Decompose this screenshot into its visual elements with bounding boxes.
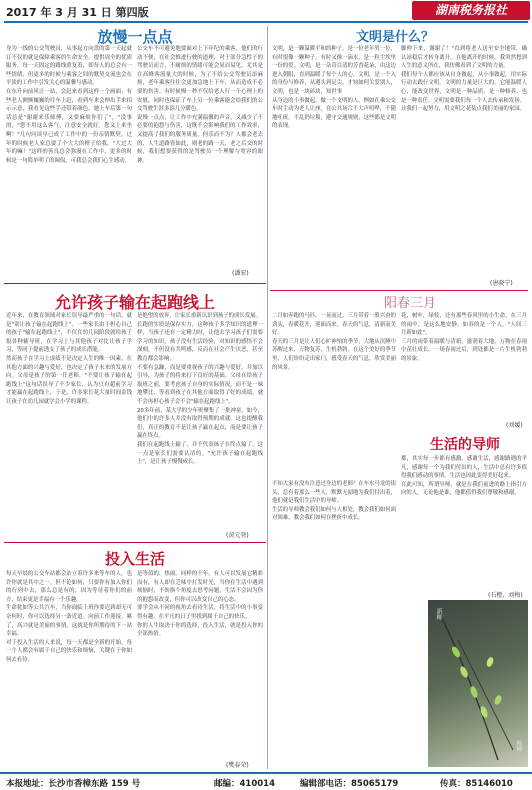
article-slow-down-author: (潘宏): [232, 270, 249, 277]
masthead-logo: 湖南税务报社: [412, 1, 530, 20]
article-title-civilization: 文明是什么？: [355, 30, 434, 45]
article-life-mentor-col1: 不知大家有没有注意过身边的老师？在车水马龙的街头，总有着那么一些人，默默无闻地为我们付出着，他们就是我们生活中的导师。 生活的导师教会我们如何与人相处，教会我们如何面对困难，教会我们如何在挫折中成长。: [272, 481, 396, 522]
section-rule: [4, 283, 266, 284]
article-embrace-life-col2: 是等值的、热闹。同样的十年，有人可以发展它精彩而有，有人却在乏味中打发时光，当你在生活中遇到烦恼时，不妨换个角度去思考问题，生活不会因为你的抱怨而改变，但你可以改变自己的心态。 要学会从不同的视角去看待生活，将生活中的小事变得有趣，在平凡的日子里找到属于自己的快乐。 你的人生取决于你的选择，投入生活，就是投入你的全部热情。: [137, 571, 263, 638]
footer-address: 本报地址：长沙市香樟东路 159 号: [6, 779, 141, 789]
article-title-slow-down: 放慢一点点: [97, 28, 173, 46]
article-civilization-author: (唐晓宁): [490, 280, 513, 287]
article-title-embrace-life: 投入生活: [104, 550, 165, 568]
page-number: 第四版: [115, 6, 149, 19]
willow-photo: [428, 600, 528, 767]
issue-date: [6, 4, 149, 20]
willow-branch-illustration: [428, 600, 528, 767]
article-march-spring-author: (刘媛): [506, 422, 523, 429]
article-march-spring-col1: 二月如奔跑的马匹，一晃而过。三月带着一股兴奋的劲头，春暖花开，迎面而来。春天的气息，清新而美好。 春天的三月是让人们心旷神怡的季节，大地从沉睡中苏醒过来，万物复苏，生机勃勃。在这个美好的季节里，人们纷纷走出家门，感受春天的气息，欣赏美丽的风景。: [272, 313, 396, 371]
footer-phone: 编辑部电话：85065179: [300, 779, 399, 789]
article-starting-line-author: (黄元登): [226, 532, 249, 539]
article-slow-down-col1: 身为一线的公交驾驶员，从事起方向盘的第一天起就订不仅的就是保障乘客的生命安全。提供周全的优质服务。每一天固定的路线重复着，即每人的总会有一些情绪，但更多的时候与乘客之间的默契交流也会在平淡的工作中引发关心的温馨与感动。 在东升向前风让一站，会赶来看到这样一个画面：有些老人颤颤巍巍的往车上赶，看到车来会伸出手来招示示意，我看见这些手还带着颜色，她上车后第一句话总是"谢谢来乐师傅，又要麻烦你们了"，"没事的，"您不用这么客气，注意安全就好。您又上来坐啊！"几句问谈早已成了工作中的一份亲情默契。过年的时候老人家总要了个大大的橙子给我，"大过大年的嘛！"这样的善良总会弥漫在工作中，更多的时候是一句简单明了的调侃，可我总会我们心生感动。: [6, 46, 132, 164]
article-civilization-col1: 文明，是一颗温暖平和的种子，是一位老年男一位，有时很像一颗种子，有时又像一滴水，是一粒尘埃里一份的爱。文明，是一杂奇目清的芳香花朵，由这边进入朝阳，直到温暖了每个人的心。文明，是一个入的身份与修养，从遵头到足尖，才知如何关爱别人，文明，也是一块砖块，知世事 从身边的小事做起，做一个文明的人。例如在乘公交车时主动为老人让座，在公共场合不大声喧哗，不随地吐痰，不乱扔垃圾，遵守交通规则，这些都是文明的表现。: [272, 46, 396, 130]
article-slow-down-col2: 公交车不可避免地要面对上下年纪的乘客，他们的行动不便，在社会推进行驶的道理，对于部分急性子的驾驶员而言，不耐烦的情绪可能会显而易见，尤其是在高峰客流量大的时候，为了不给公交驾驶员添麻烦，老年乘客往往会更加急地上下车，从而造成不必要的伤害。有时候慢一秒不仅给老人行一个心理上的安慰，同时也保证了车上另一位乘客能会给我们的公交驾驶生涯多添几分暖色。 说慢一点点，让工作中充满温馨的声音，又减少了不必要的抱怨与伤害，这既不会影响我们的工作效率，又提高了我们的服务质量。何乐而不为？人都会老去的，人生道路皆如此，则老的路一天，老之后交的时候，我们想要获得的是驾驶员一个理解与宽容的眼神。: [137, 46, 263, 164]
article-title-march-spring: 阳春三月: [383, 296, 436, 311]
article-march-spring-col2: 花，树叶，绿枝，还有那些春风里的小生命，在三月的雨中，是这么地安静，如春的是一个人，"人间三月新如此"。 三月的雨带着温暖与清新，滋润着大地，万物在春雨中茁壮成长。一场春雨过后，到处都是一片生机勃勃的景象。: [401, 313, 527, 362]
article-life-mentor-col2: 都，其实每一步都有感激。感谢生活，感谢路遇的平凡，感谢每一个为我们付出的人，生活中总有许多值得我们感动的事情，生活也因此变得美好起来。 在此可知，所谓导师，就是在我们前进的路上指引方向的人，无论他是谁，他都值得我们尊敬和感谢。: [401, 456, 527, 497]
article-title-starting-line: 允许孩子输在起跑线上: [54, 293, 215, 312]
section-rule: [4, 542, 266, 543]
article-civilization-col2: 脚伸下来，谢谢了！"直到将老人送至安全地带，确认站稳后才转身离开。在他离开的时候，我突然想到人生的意义所在，我仿佛看到了文明的力量。 我们每个人都应该从自身做起，从小事做起，用实际行动去践行文明。文明的力量是巨大的，它能温暖人心，能改变世界，文明是一种品质，是一种修养，也是一种责任。文明需要我们每一个人去传承和发扬。 让我们一起努力，用文明之花装点我们美丽的家园。: [401, 46, 527, 113]
footer-postcode: 邮编：410014: [214, 779, 275, 789]
page-footer: [0, 772, 532, 790]
photo-caption-right: 杨柳: [515, 740, 522, 752]
section-rule: [270, 290, 528, 291]
date-text: 2017 年 3 月 31 日: [6, 6, 112, 19]
article-embrace-life-col1: 每天早晨的公交车站都会站立着许多来等车的人，也许你就是其中之一。但不论如何，只要你有加入你们的行列中去，那么总是有的，因为等待着你们的前方，结束更是幸福有一个乐趣。 生命犹如等公共汽车，当你面临上班你要迟到却无可奈何时，你可以选择另一条近道。向前工作迎接，累了，高兴就是美丽的事情，这就是你所期待的下一站幸福。 对于投入生活的人来说，每一天都是全新的开始，每一个人都会有属于自己的快乐和烦恼，关键在于你如何去看待。: [6, 571, 132, 663]
article-embrace-life-author: (樊春荣): [226, 762, 249, 769]
column-divider: [267, 26, 268, 769]
page-header: [0, 0, 532, 22]
article-life-mentor-author: (石橙、刘梅): [488, 592, 523, 599]
article-title-life-mentor: 生活的导师: [430, 437, 500, 453]
article-starting-line-col2: 是绝望的放弃，让家长重新认识到孩子的成长发展。 长跑的实质是保存实力，这种孩子多学知识的道理一样，当孩子还有一定精力时，让他去学习孩子们需要学习的知识，孩子没有生活经验，对知识的感悟不会深刻，不但没有共鸣感，反而在社会产生厌恶，甚至教育都会影响。 不要有急躁，而是要重视孩子的兴趣与爱好，并加以引导，为孩子的将来打下良好的基础。父母在给孩子报班之前，要考虑孩子自身的实际情况，而不是一味地攀比，等看到孩子在其他方面取得了好的成绩，就不会再担心孩子会不会"输在起跑线上"。 20多年前，某大学的少年班聚集了一批神童，如今，他们中的许多人并没有取得预期的成就。这也提醒我们，真正的教育不是让孩子赢在起点，而是要让孩子赢在终点。 我们在起跑线上输了，并不代表孩子在终点输了，这一点是家长们需要认清的。"允许孩子输在起跑线上"，是让孩子慢慢成长。: [137, 313, 263, 466]
header-rule: [4, 21, 528, 23]
footer-fax: 传真：85146010: [440, 779, 513, 789]
article-starting-line-col1: 近年来，在教育领域对家长误导最严重的一句话，就是"别让孩子输在起跑线上"。一些家长由于担心自己的孩子"输在起跑线上"，不仅在幼儿园阶段就给孩子报各种辅导班，在学习上与其他孩子对比让孩子学习，等同于提前透支了孩子的成长潜能。 然而孩子在学习上成绩不是决定人生的唯一因素，在其他方面的兴趣与爱好，也决定了孩子未来的发展方向。父母是孩子的第一任老师，"不要让孩子输在起跑线上"这句话误导了不少家长，认为只有超前学习才能赢在起跑线上，于是，许多家长花大量时间金钱让孩子在幼儿园就学会小学的课程。: [6, 313, 132, 405]
photo-caption-left: 新柳: [435, 608, 442, 620]
